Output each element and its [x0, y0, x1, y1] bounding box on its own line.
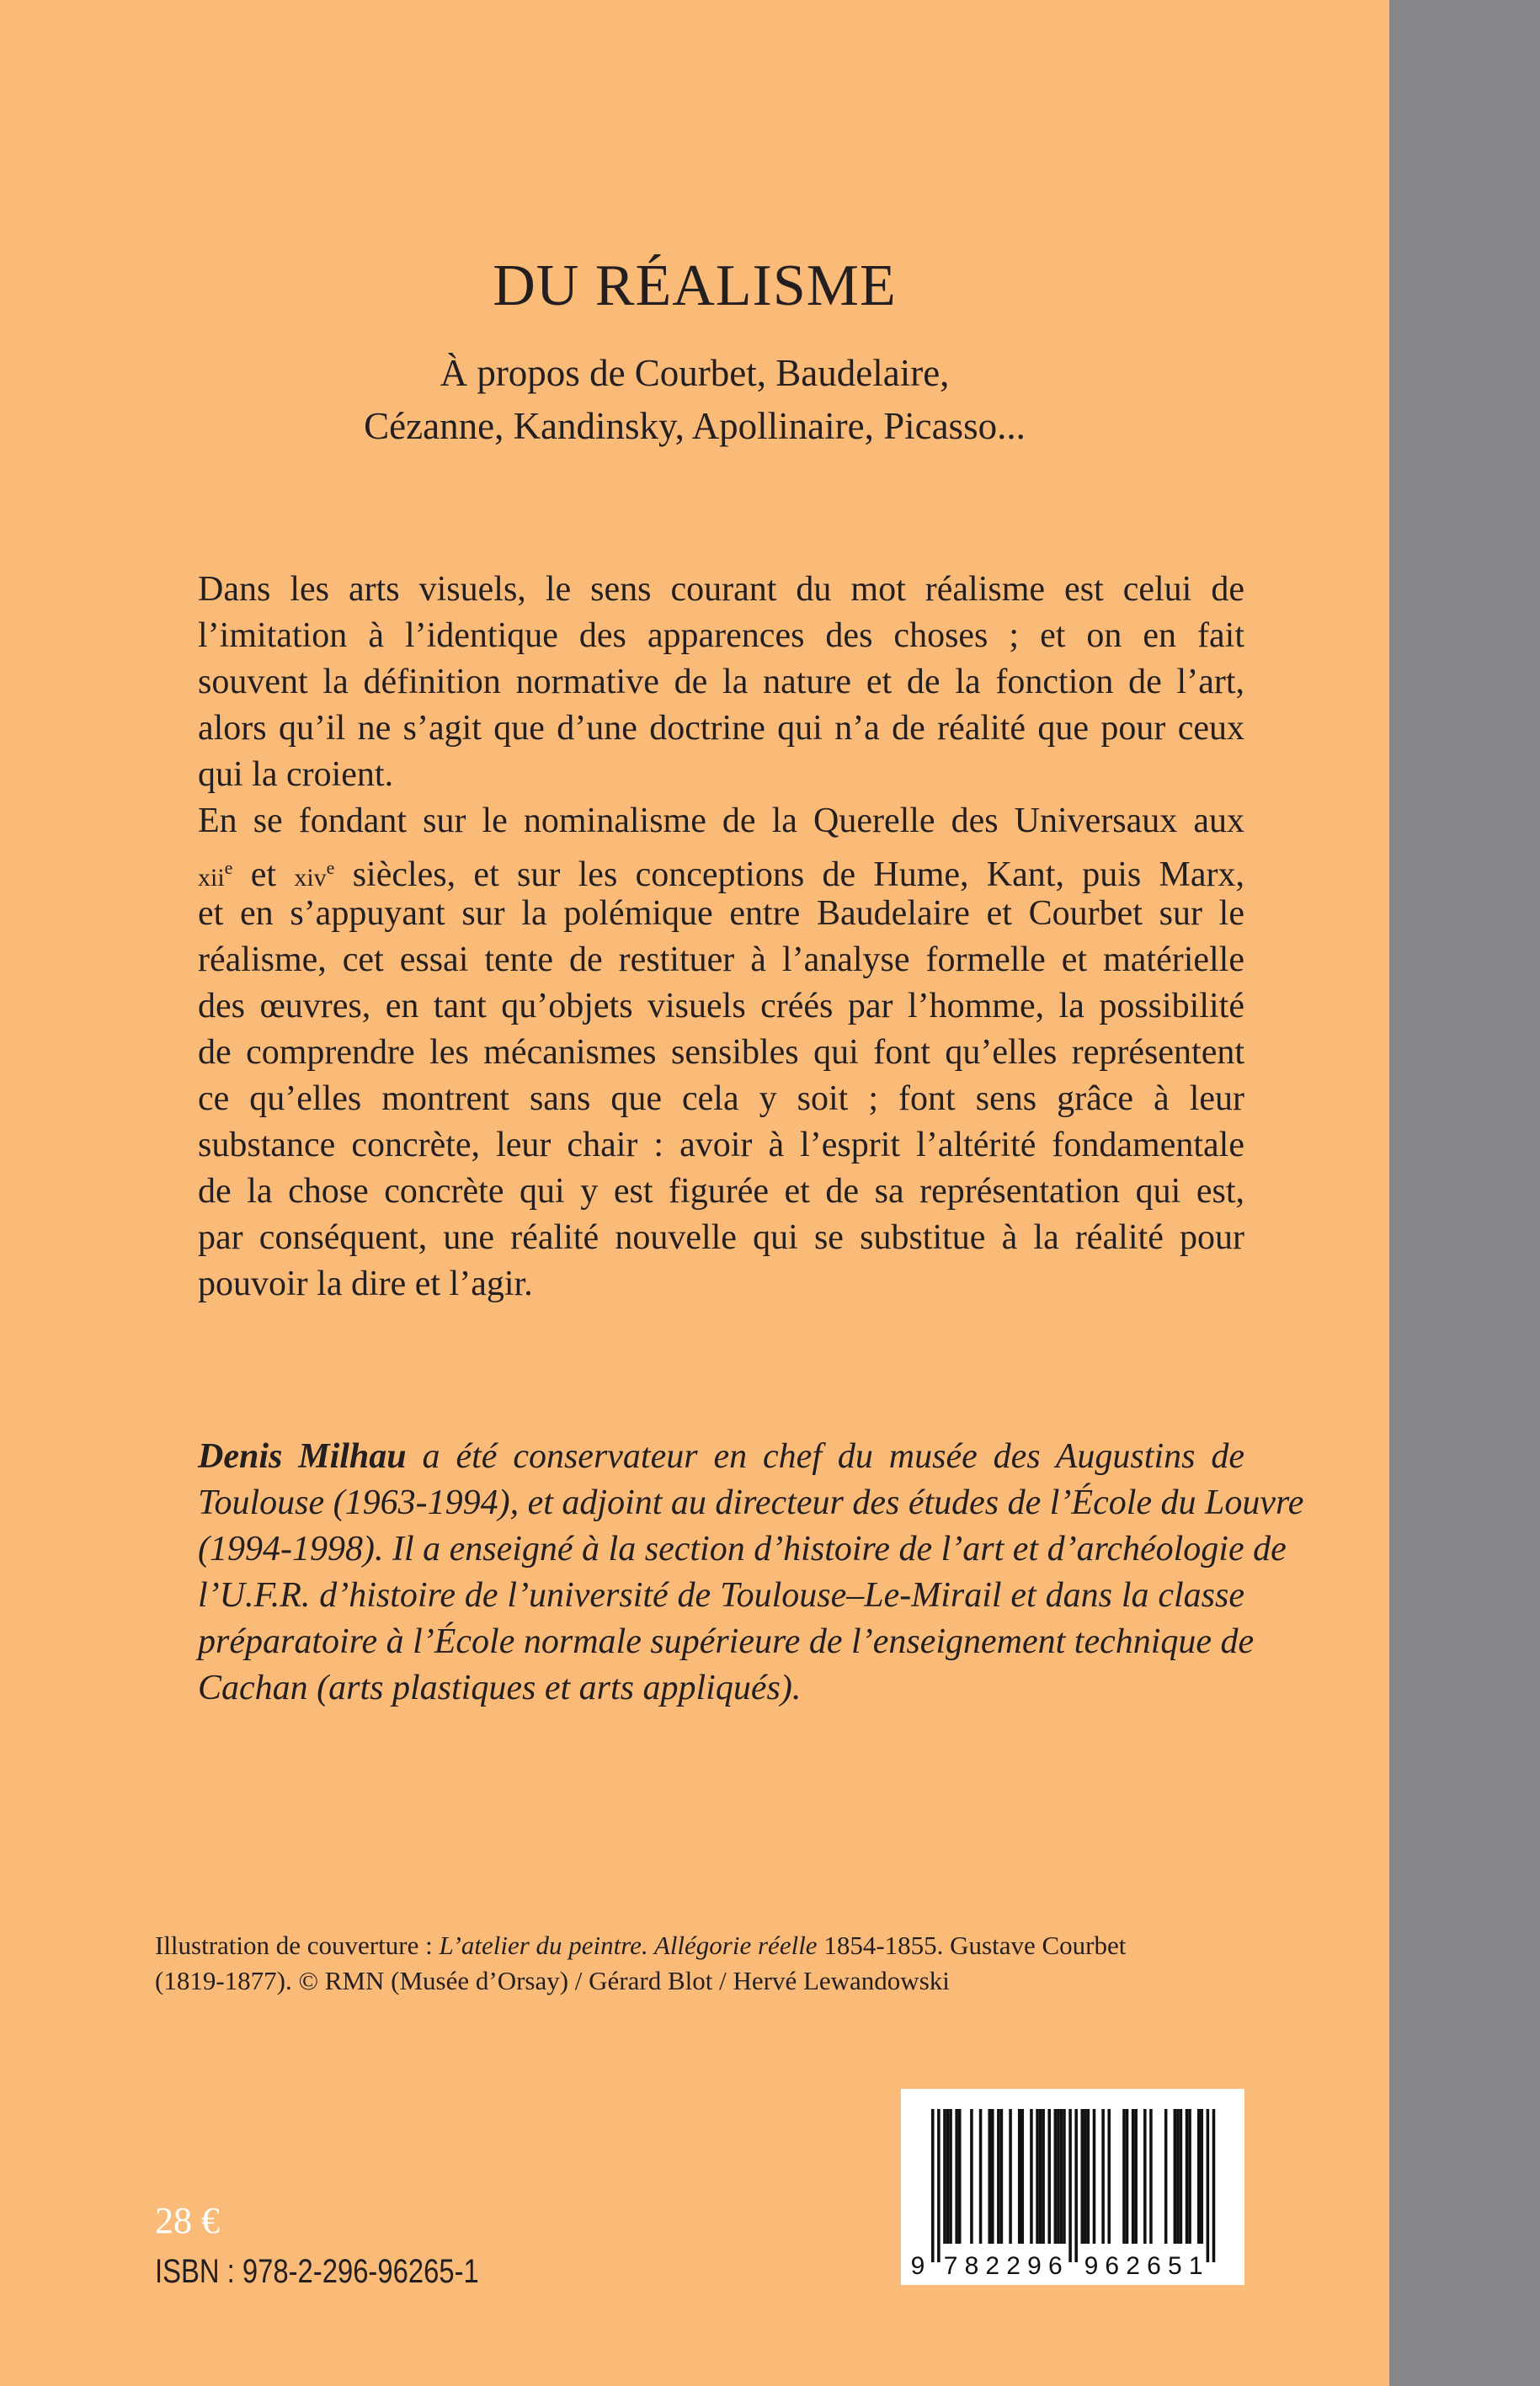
barcode-bar	[1107, 2109, 1111, 2244]
roman-numeral: xii	[198, 864, 225, 892]
text-line: par conséquent, une réalité nouvelle qui se substitue à la réalité pour	[198, 1218, 1244, 1257]
barcode-bar	[931, 2109, 935, 2262]
cover-credit	[155, 1928, 1126, 1999]
blurb-paragraph-2	[198, 798, 1244, 1308]
roman-numeral: xiv	[294, 864, 327, 892]
text: 1854-1855. Gustave Courbet	[817, 1931, 1127, 1960]
barcode-bar	[1063, 2109, 1066, 2244]
barcode-bar	[1212, 2109, 1216, 2262]
barcode-bar	[1176, 2109, 1180, 2244]
barcode-bar	[970, 2109, 973, 2244]
barcode-bar	[1143, 2109, 1147, 2244]
text-line: substance concrète, leur chair : avoir à l’esprit l’altérité fondamentale	[198, 1126, 1244, 1164]
barcode-bar	[1057, 2109, 1060, 2244]
text-line: de la chose concrète qui y est figurée et de sa représentation qui est,	[198, 1172, 1244, 1211]
barcode-digit: 2	[1126, 2252, 1140, 2280]
barcode-bar	[1201, 2109, 1204, 2244]
text-line: des œuvres, en tant qu’objets visuels créés par l’homme, la possibilité	[198, 987, 1244, 1025]
text-line: Toulouse (1963-1994), et adjoint au directeur des études de l’École du Louvre	[198, 1483, 1304, 1522]
barcode-digit: 6	[1147, 2252, 1161, 2280]
barcode-digit: 2	[985, 2252, 1000, 2280]
barcode-bar	[1074, 2109, 1078, 2262]
barcode-bar	[1042, 2109, 1045, 2244]
text-line: l’U.F.R. d’histoire de l’université de Toulouse–Le-Mirail et dans la classe	[198, 1576, 1244, 1615]
subtitle-line: À propos de Courbet, Baudelaire,	[440, 352, 950, 394]
barcode-graphic	[901, 2089, 1244, 2285]
barcode-bar	[1188, 2109, 1191, 2244]
barcode-bar	[988, 2109, 991, 2244]
text-line: préparatoire à l’École normale supérieure de l’enseignement technique de	[198, 1622, 1255, 1661]
text: et	[232, 855, 295, 894]
barcode-bar	[1087, 2109, 1090, 2244]
text: a été conservateur en chef du musée des Augustins de	[406, 1437, 1245, 1476]
barcode-bar	[1039, 2109, 1042, 2244]
barcode-digit: 2	[1006, 2252, 1020, 2280]
superscript: e	[224, 857, 233, 878]
barcode-bar	[949, 2109, 952, 2244]
barcode-bar	[1047, 2109, 1051, 2244]
text-line: Dans les arts visuels, le sens courant du mot réalisme est celui de	[198, 570, 1244, 609]
barcode-digit: 7	[943, 2252, 958, 2280]
book-title: DU RÉALISME	[493, 253, 897, 318]
barcode-digit: 5	[1167, 2252, 1182, 2280]
text-line: ce qu’elles montrent sans que cela y soit ; font sens grâce à leur	[198, 1079, 1244, 1118]
barcode-bar	[1081, 2109, 1084, 2244]
barcode-bar	[1093, 2109, 1096, 2244]
text: siècles, et sur les conceptions de Hume, Kant, puis Marx,	[334, 855, 1244, 894]
barcode-bar	[1068, 2109, 1072, 2262]
barcode-bar	[1036, 2109, 1039, 2244]
text-line: qui la croient.	[198, 755, 394, 794]
credit-line: (1819-1877). © RMN (Musée d’Orsay) / Gérard Blot / Hervé Lewandowski	[155, 1966, 950, 1995]
barcode-bar	[979, 2109, 983, 2244]
text-line: de comprendre les mécanismes sensibles qui font qu’elles représentent	[198, 1033, 1244, 1072]
barcode-bar	[997, 2109, 1000, 2244]
barcode-bar	[991, 2109, 994, 2244]
barcode-bar	[955, 2109, 958, 2244]
barcode-bar	[1060, 2109, 1063, 2244]
barcode-bar	[1000, 2109, 1004, 2244]
text: Illustration de couverture :	[155, 1931, 440, 1960]
barcode-digit: 6	[1047, 2252, 1063, 2280]
blurb-line	[198, 844, 1244, 894]
barcode-bar	[1101, 2109, 1105, 2244]
text-line: (1994-1998). Il a enseigné à la section d’histoire de l’art et d’archéologie de	[198, 1530, 1287, 1568]
barcode-digit: 9	[1084, 2252, 1099, 2280]
text-line: réalisme, cet essai tente de restituer à l’analyse formelle et matérielle	[198, 940, 1244, 979]
text-line: l’imitation à l’identique des apparences des choses ; et on en fait	[198, 616, 1244, 655]
author-name: Denis Milhau	[198, 1437, 407, 1476]
blurb-paragraph-1	[198, 567, 1244, 798]
blurb-paragraph-2-rest	[198, 891, 1244, 1308]
barcode-bar	[1132, 2109, 1135, 2244]
artwork-title: L’atelier du peintre. Allégorie réelle	[439, 1931, 818, 1960]
bio-line	[198, 1434, 1244, 1480]
subtitle-line: Cézanne, Kandinsky, Apollinaire, Picasso...	[364, 405, 1026, 447]
text-line: souvent la définition normative de la nature et de la fonction de l’art,	[198, 663, 1244, 701]
barcode-bar	[958, 2109, 962, 2244]
barcode-digit: 1	[1188, 2252, 1203, 2280]
barcode-digit: 9	[1027, 2252, 1042, 2280]
barcode-bar	[1030, 2109, 1033, 2244]
barcode-bar	[1197, 2109, 1201, 2244]
barcode-bar	[1126, 2109, 1129, 2244]
author-bio	[198, 1434, 1304, 1712]
barcode-bar	[937, 2109, 941, 2262]
text-line: pouvoir la dire et l’agir.	[198, 1265, 533, 1303]
text-line: Cachan (arts plastiques et arts appliqués).	[198, 1669, 802, 1707]
blurb-line: En se fondant sur le nominalisme de la Querelle des Universaux aux	[198, 802, 1244, 840]
price: 28 €	[155, 2200, 220, 2241]
barcode-bar	[946, 2109, 950, 2244]
barcode-bar	[1149, 2109, 1153, 2244]
blurb	[198, 567, 1244, 1308]
barcode-bar	[1122, 2109, 1126, 2244]
barcode-bar	[1207, 2109, 1210, 2262]
barcode-bar	[1186, 2109, 1189, 2244]
barcode	[901, 2089, 1244, 2285]
barcode-bar	[1180, 2109, 1183, 2244]
barcode-digit: 6	[1105, 2252, 1120, 2280]
barcode-digit: 9	[910, 2252, 925, 2280]
barcode-bar	[1134, 2109, 1138, 2244]
barcode-bar	[1018, 2109, 1021, 2244]
text-line: alors qu’il ne s’agit que d’une doctrine qui n’a de réalité que pour ceux	[198, 709, 1244, 748]
credit-line	[155, 1928, 1126, 1963]
barcode-bar	[1054, 2109, 1058, 2244]
text-line: et en s’appuyant sur la polémique entre Baudelaire et Courbet sur le	[198, 894, 1244, 933]
barcode-bar	[1084, 2109, 1087, 2244]
isbn: ISBN : 978-2-296-96265-1	[155, 2253, 479, 2290]
barcode-digit: 8	[964, 2252, 979, 2280]
book-subtitle	[0, 347, 1389, 453]
barcode-bar	[943, 2109, 946, 2244]
bio-lines	[198, 1480, 1304, 1712]
book-spine	[1389, 0, 1540, 2386]
barcode-bar	[1009, 2109, 1012, 2244]
barcode-bar	[1174, 2109, 1177, 2244]
superscript: e	[326, 857, 335, 878]
barcode-bar	[1021, 2109, 1025, 2244]
barcode-bar	[1164, 2109, 1168, 2244]
